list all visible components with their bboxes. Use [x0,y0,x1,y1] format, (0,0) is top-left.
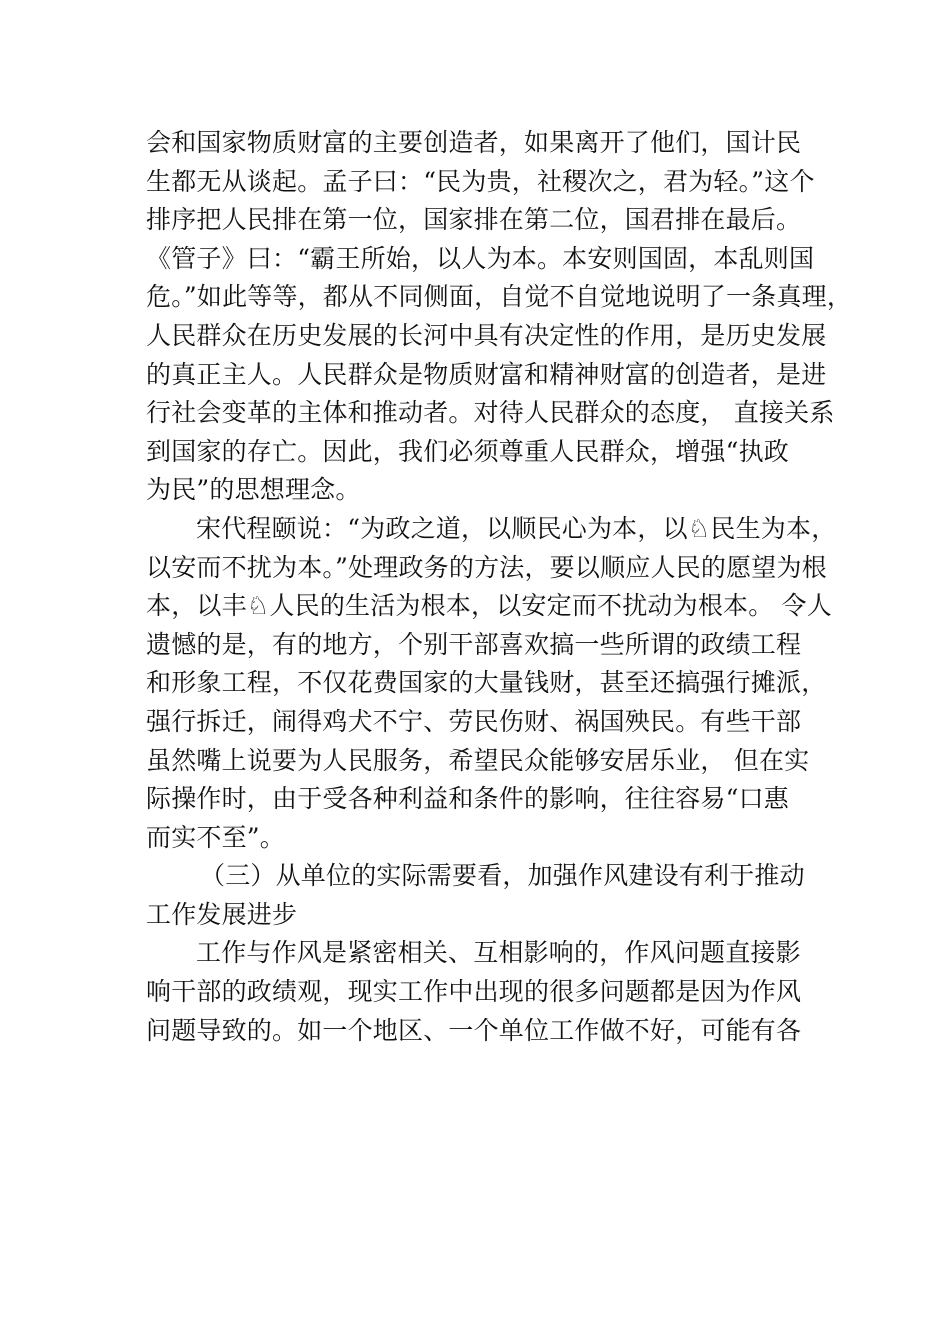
text-line: 到国家的存亡。因此，我们必须尊重人民群众，增强“执政 [146,436,789,466]
text-line: 遗憾的是，有的地方，个别干部喜欢搞一些所谓的政绩工程 [146,629,802,659]
paragraph-start-line: 工作与作风是紧密相关、互相影响的，作风问题直接影 [196,938,801,968]
text-line: 人民群众在历史发展的长河中具有决定性的作用，是历史发展 [146,320,827,350]
text-line: 《管子》曰：“霸王所始，以人为本。本安则国固，本乱则国 [146,243,815,273]
text-line: 生都无从谈起。孟子曰：“民为贵，社稷次之，君为轻。”这个 [146,166,815,196]
text-line: 危。”如此等等，都从不同侧面，自觉不自觉地说明了一条真理， [146,282,853,312]
text-line: 和形象工程，不仅花费国家的大量钱财，甚至还搞强行摊派， [146,668,827,698]
text-line: 为民”的思想理念。 [146,475,361,505]
text-line: 而实不至”。 [146,822,285,852]
document-body [146,124,853,1050]
text-line: 本，以丰♘人民的生活为根本，以安定而不扰动为根本。 令人 [146,591,832,621]
text-line: 际操作时，由于受各种利益和条件的影响，往往容易“口惠 [146,784,789,814]
text-line: 强行拆迁，闹得鸡犬不宁、劳民伤财、祸国殃民。有些干部 [146,706,802,736]
section-heading-line: 工作发展进步 [146,899,298,929]
text-line: 虽然嘴上说要为人民服务，希望民众能够安居乐业， 但在实 [146,745,810,775]
text-line: 的真正主人。人民群众是物质财富和精神财富的创造者，是进 [146,359,827,389]
text-line: 会和国家物质财富的主要创造者，如果离开了他们，国计民 [146,128,802,157]
text-line: 问题导致的。如一个地区、一个单位工作做不好，可能有各 [146,1015,802,1045]
text-line: 排序把人民排在第一位，国家排在第二位，国君排在最后。 [146,205,802,235]
text-line: 响干部的政绩观，现实工作中出现的很多问题都是因为作风 [146,977,802,1007]
paragraph-start-line: 宋代程颐说：“为政之道，以顺民心为本，以♘民生为本， [196,513,837,543]
section-heading-line: （三）从单位的实际需要看，加强作风建设有利于推动 [200,861,805,891]
text-line: 以安而不扰为本。”处理政务的方法，要以顺应人民的愿望为根 [146,552,827,582]
text-line: 行社会变革的主体和推动者。对待人民群众的态度， 直接关系 [146,398,835,428]
